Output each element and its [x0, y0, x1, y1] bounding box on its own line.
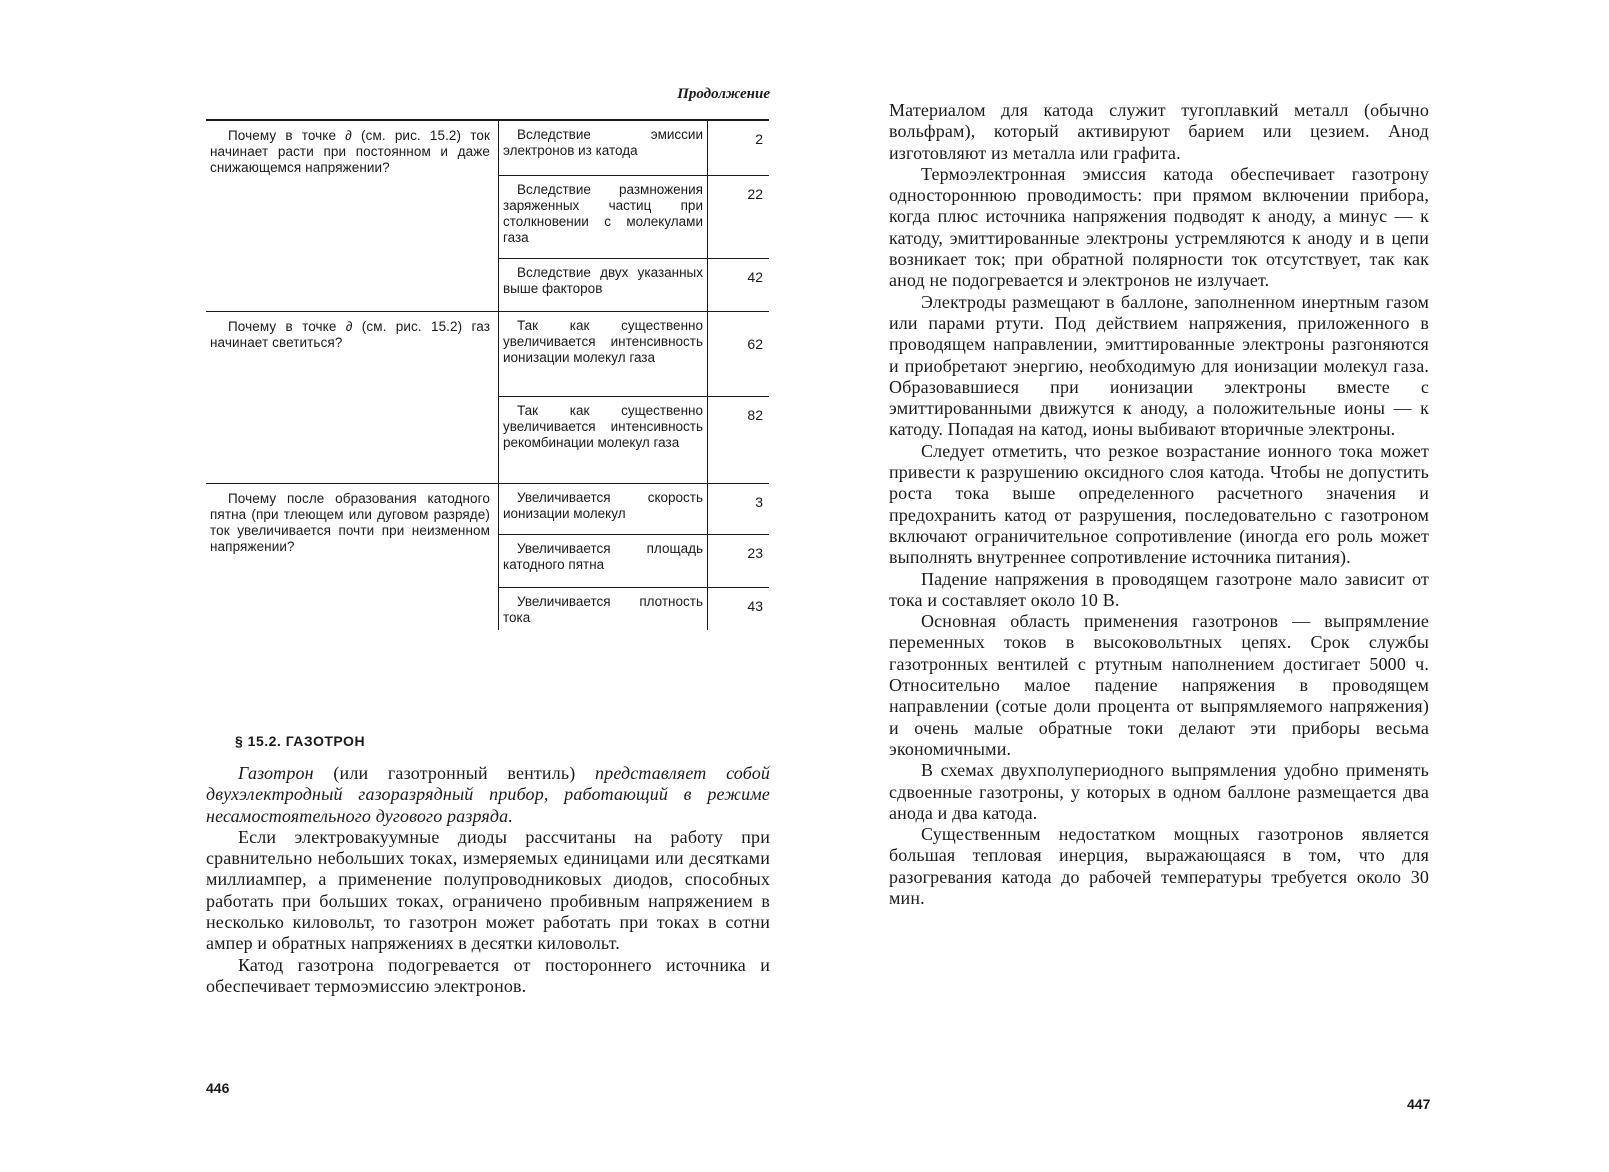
qa-answer-code: 23: [747, 545, 763, 561]
qa-answers: [499, 312, 769, 483]
right-body-text: [889, 100, 1429, 909]
qa-answer-text: Вследствие эмиссии электронов из катода: [499, 121, 708, 175]
page-number: 447: [1407, 1096, 1431, 1112]
qa-answer: [499, 176, 769, 259]
qa-group: [206, 121, 769, 312]
qa-answer-code: 3: [755, 494, 763, 510]
qa-answer: [499, 259, 769, 311]
qa-question: Почему в точке ∂ (см. рис. 15.2) ток начинает расти при постоянном и даже снижающемся напряжении?: [206, 121, 499, 311]
term: Газотрон: [238, 763, 314, 783]
qa-answer-code: 43: [747, 598, 763, 614]
qa-answer-code: 22: [747, 186, 763, 202]
qa-answer: [499, 535, 769, 588]
qa-answer-text: Вследствие размножения заряженных частиц при столкновении с молекулами газа: [499, 176, 708, 258]
paragraph: Материалом для катода служит тугоплавкий металл (обычно вольфрам), который активируют барием или цезием. Анод изготовляют из металла или графита.: [889, 100, 1429, 163]
qa-answer-text: Увеличивается площадь катодного пятна: [499, 535, 708, 587]
qa-answer-code: 2: [755, 131, 763, 147]
paragraph: Существенным недостатком мощных газотронов является большая тепловая инерция, выражающаяся в том, что для разогревания катода до рабочей температуры требуется около 30 мин.: [889, 824, 1429, 908]
qa-table: [206, 119, 769, 630]
qa-answer-text: Так как существенно увеличивается интенсивность рекомбинации молекул газа: [499, 397, 708, 483]
qa-answer-text: Так как существенно увеличивается интенсивность ионизации молекул газа: [499, 312, 708, 396]
qa-answer-text: Вследствие двух указанных выше факторов: [499, 259, 708, 311]
qa-answer-text: Увеличивается скорость ионизации молекул: [499, 484, 708, 534]
qa-answers: [499, 484, 769, 630]
paragraph: Падение напряжения в проводящем газотроне мало зависит от тока и составляет около 10 В.: [889, 568, 1429, 610]
paragraph: Если электровакуумные диоды рассчитаны на работу при сравнительно небольших токах, измеряемых единицами или десятками миллиампер, а применение полупроводниковых диодов, способных работать при больших токах, ограничено пробивным напряжением в несколько киловольт, то газотрон может работать при токах в сотни ампер и обратных напряжениях в десятки киловольт.: [206, 826, 770, 954]
qa-answer: [499, 484, 769, 535]
term-definition: представляет собой двухэлектродный газоразрядный прибор, работающий в режиме несамостоятельного дугового разряда.: [206, 763, 770, 826]
paragraph: Следует отметить, что резкое возрастание ионного тока может привести к разрушению оксидного слоя катода. Чтобы не допустить роста тока выше определенного расчетного значения и предохранить катод от разрушения, последовательно с газотроном включают ограничительное сопротивление (иногда его роль может выполнять внутреннее сопротивление источника питания).: [889, 440, 1429, 568]
paragraph: Катод газотрона подогревается от постороннего источника и обеспечивает термоэмиссию электронов.: [206, 954, 770, 996]
qa-question: Почему в точке ∂ (см. рис. 15.2) газ начинает светиться?: [206, 312, 499, 483]
qa-group: [206, 312, 769, 484]
paragraph: Основная область применения газотронов — выпрямление переменных токов в высоковольтных цепях. Срок службы газотронных вентилей с ртутным наполнением достигает 5000 ч. Относительно малое падение напряжения в проводящем направлении (сотые доли процента от выпрямляемого напряжения) и очень малые обратные токи делают эти приборы весьма экономичными.: [889, 611, 1429, 759]
qa-answer: [499, 121, 769, 176]
qa-answer-code: 62: [747, 336, 763, 352]
qa-answer-code: 82: [747, 407, 763, 423]
qa-group: [206, 484, 769, 630]
qa-answer-code: 42: [747, 269, 763, 285]
term-paren: (или газотронный вентиль): [313, 763, 596, 783]
page-number: 446: [206, 1080, 230, 1096]
paragraph: Электроды размещают в баллоне, заполненном инертным газом или парами ртути. Под действием напряжения, приложенного в проводящем направлении, эмиттированные электроны разгоняются и приобретают энергию, необходимую для ионизации молекул газа. Образовавшиеся при ионизации электроны вместе с эмиттированными движутся к аноду, а положительные ионы — к катоду. Попадая на катод, ионы выбивают вторичные электроны.: [889, 291, 1429, 440]
qa-answer: [499, 397, 769, 483]
right-page: [800, 0, 1609, 1172]
left-body-text: [206, 763, 770, 997]
section-heading: § 15.2. ГАЗОТРОН: [235, 733, 366, 749]
qa-answer-text: Увеличивается плотность тока: [499, 588, 708, 630]
paragraph: Термоэлектронная эмиссия катода обеспечивает газотрону одностороннюю проводимость: при прямом включении прибора, когда плюс источника напряжения подводят к аноду, а минус — к катоду, эмиттированные электроны устремляются к аноду и в цепи возникает ток; при обратной полярности ток отсутствует, так как анод не подогревается и электронов не излучает.: [889, 163, 1429, 291]
qa-answers: [499, 121, 769, 311]
qa-question: Почему после образования катодного пятна (при тлеющем или дуговом разряде) ток увеличивается почти при неизменном напряжении?: [206, 484, 499, 630]
continuation-label: Продолжение: [677, 86, 770, 102]
paragraph: В схемах двухполупериодного выпрямления удобно применять сдвоенные газотроны, у которых в одном баллоне размещается два анода и два катода.: [889, 760, 1429, 823]
definition-paragraph: [206, 763, 770, 827]
qa-answer: [499, 588, 769, 630]
left-page: [0, 0, 800, 1172]
qa-answer: [499, 312, 769, 397]
